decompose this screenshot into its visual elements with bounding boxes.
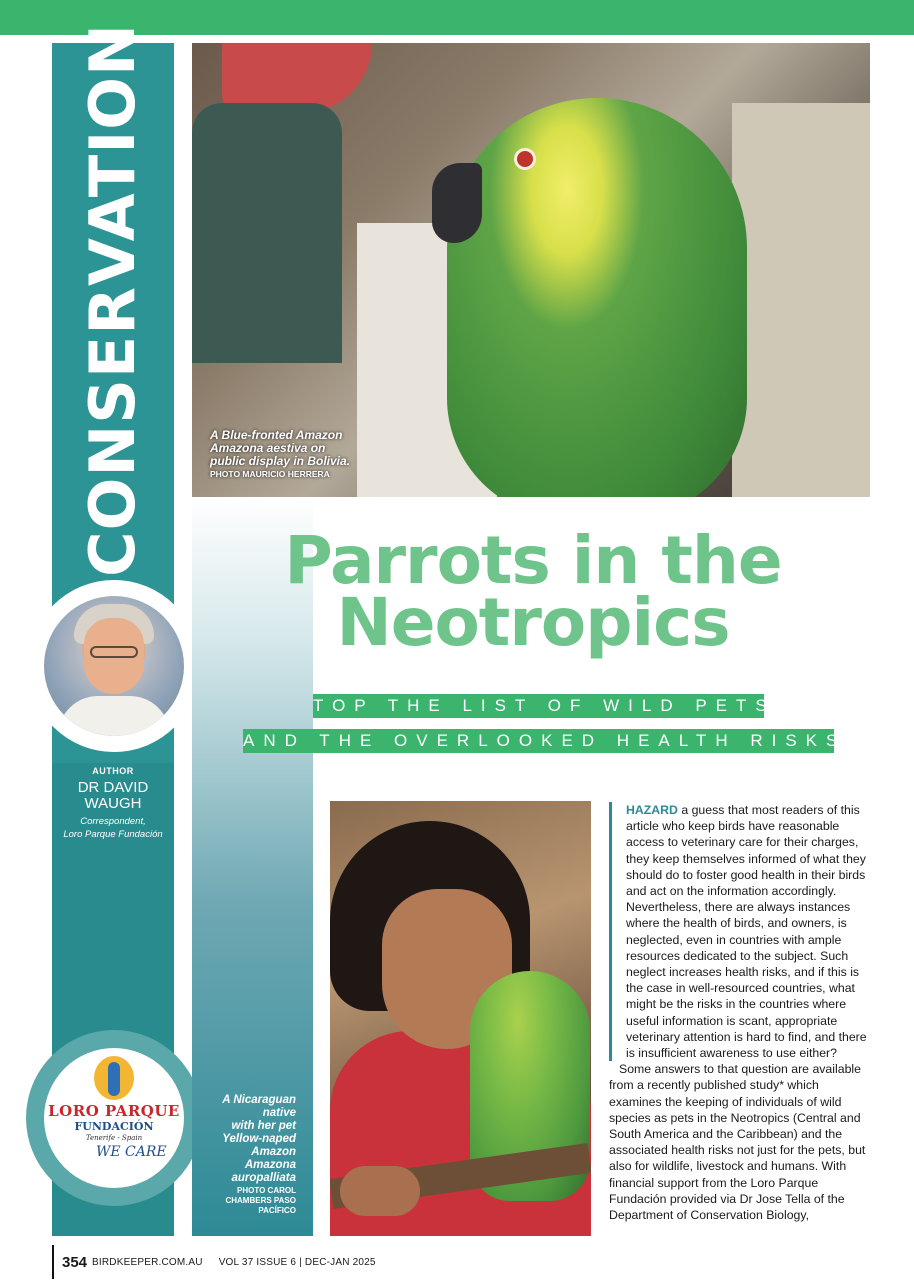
logo-place: Tenerife - Spain <box>85 1134 143 1142</box>
hero-caption-line2: Amazona aestiva on <box>210 441 326 455</box>
hero-photo-parrot <box>447 98 747 497</box>
secondary-caption <box>212 1094 296 1215</box>
body-paragraph-1-text: a guess that most readers of this article who keep birds have reasonable access to veterinary care for their charges, they keep themselves informed of what they should do to foster good health in their birds and act on the information accordingly. Nevertheless, there are always instances where the health of birds, and owners, is neglected, even in countries with ample resources dedicated to the subject. Such neglect increases health risks, and if this is the case in well-resourced countries, what might be the risks in the countries where useful information is scant, appropriate veterinary attention is hard to find, and there is insufficient awareness to use either? <box>626 803 867 1061</box>
parrot-logo-icon <box>94 1056 134 1100</box>
logo-fundacion: FUNDACIÓN <box>74 1120 154 1133</box>
author-label: AUTHOR <box>92 766 134 776</box>
section-label: CONSERVATION <box>76 23 149 577</box>
author-role <box>52 815 174 841</box>
author-name-line2: WAUGH <box>84 795 142 812</box>
body-paragraph-2: Some answers to that question are available from a recently published study* which examines the keeping of individuals of wild species as pets in the Neotropics (Central and South America and the Caribbean) and the associated health risks not just for the pets, but also for wildlife, livestock and humans. With financial support from the Loro Parque Fundación provided via Dr Jose Tella of the Department of Conservation Biology, <box>609 1062 866 1223</box>
author-name <box>52 780 174 812</box>
loro-parque-logo <box>44 1048 184 1188</box>
secondary-caption-line2: native <box>262 1107 296 1119</box>
author-photo-glasses <box>90 646 138 658</box>
headline-line2: Neotropics <box>336 584 730 661</box>
footer-rule <box>52 1245 54 1279</box>
lead-word: HAZARD <box>626 803 678 817</box>
article-headline <box>258 522 808 661</box>
secondary-photo-hand <box>340 1166 420 1216</box>
author-block <box>52 766 174 841</box>
logo-tagline: WE CARE <box>96 1144 167 1160</box>
deck-line1: TOP THE LIST OF WILD PETS <box>313 694 764 718</box>
author-photo-shirt <box>58 696 170 736</box>
hero-photo-credit: PHOTO MAURICIO HERRERA <box>210 469 330 479</box>
hero-caption-line1: A Blue-fronted Amazon <box>210 428 343 442</box>
secondary-credit-line3: PACÍFICO <box>258 1206 296 1215</box>
hero-photo <box>192 43 870 497</box>
secondary-caption-line5: Amazon <box>251 1146 296 1158</box>
secondary-caption-line1: A Nicaraguan <box>222 1094 296 1106</box>
footer-site: BIRDKEEPER.COM.AU <box>92 1256 203 1268</box>
hero-photo-vendor <box>192 103 342 363</box>
author-role-line2: Loro Parque Fundación <box>63 829 163 840</box>
footer-issue: VOL 37 ISSUE 6 | DEC-JAN 2025 <box>218 1256 376 1268</box>
author-role-line1: Correspondent, <box>80 816 146 827</box>
secondary-caption-line7: auropalliata <box>231 1172 296 1184</box>
body-paragraph-1 <box>609 802 871 1061</box>
headline-line1: Parrots in the <box>284 522 782 599</box>
page-number: 354 <box>62 1253 88 1271</box>
author-name-line1: DR DAVID <box>77 779 149 796</box>
secondary-caption-line3: with her pet <box>231 1120 296 1132</box>
hero-photo-parrot-eye <box>514 148 536 170</box>
article-body <box>609 802 871 1223</box>
logo-name: LORO PARQUE <box>48 1102 180 1120</box>
hero-caption-line3: public display in Bolivia. <box>210 454 351 468</box>
secondary-credit-line1: PHOTO CAROL <box>237 1186 296 1195</box>
secondary-caption-line6: Amazona <box>244 1159 296 1171</box>
hero-caption <box>210 429 380 479</box>
secondary-credit-line2: CHAMBERS PASO <box>225 1196 296 1205</box>
hero-photo-market-stall <box>732 103 870 497</box>
deck-line2: AND THE OVERLOOKED HEALTH RISKS <box>243 729 834 753</box>
hero-photo-parrot-beak <box>432 163 482 243</box>
author-photo <box>44 596 184 736</box>
secondary-photo <box>330 801 591 1236</box>
secondary-caption-line4: Yellow-naped <box>222 1133 296 1145</box>
page-footer <box>52 1245 376 1279</box>
